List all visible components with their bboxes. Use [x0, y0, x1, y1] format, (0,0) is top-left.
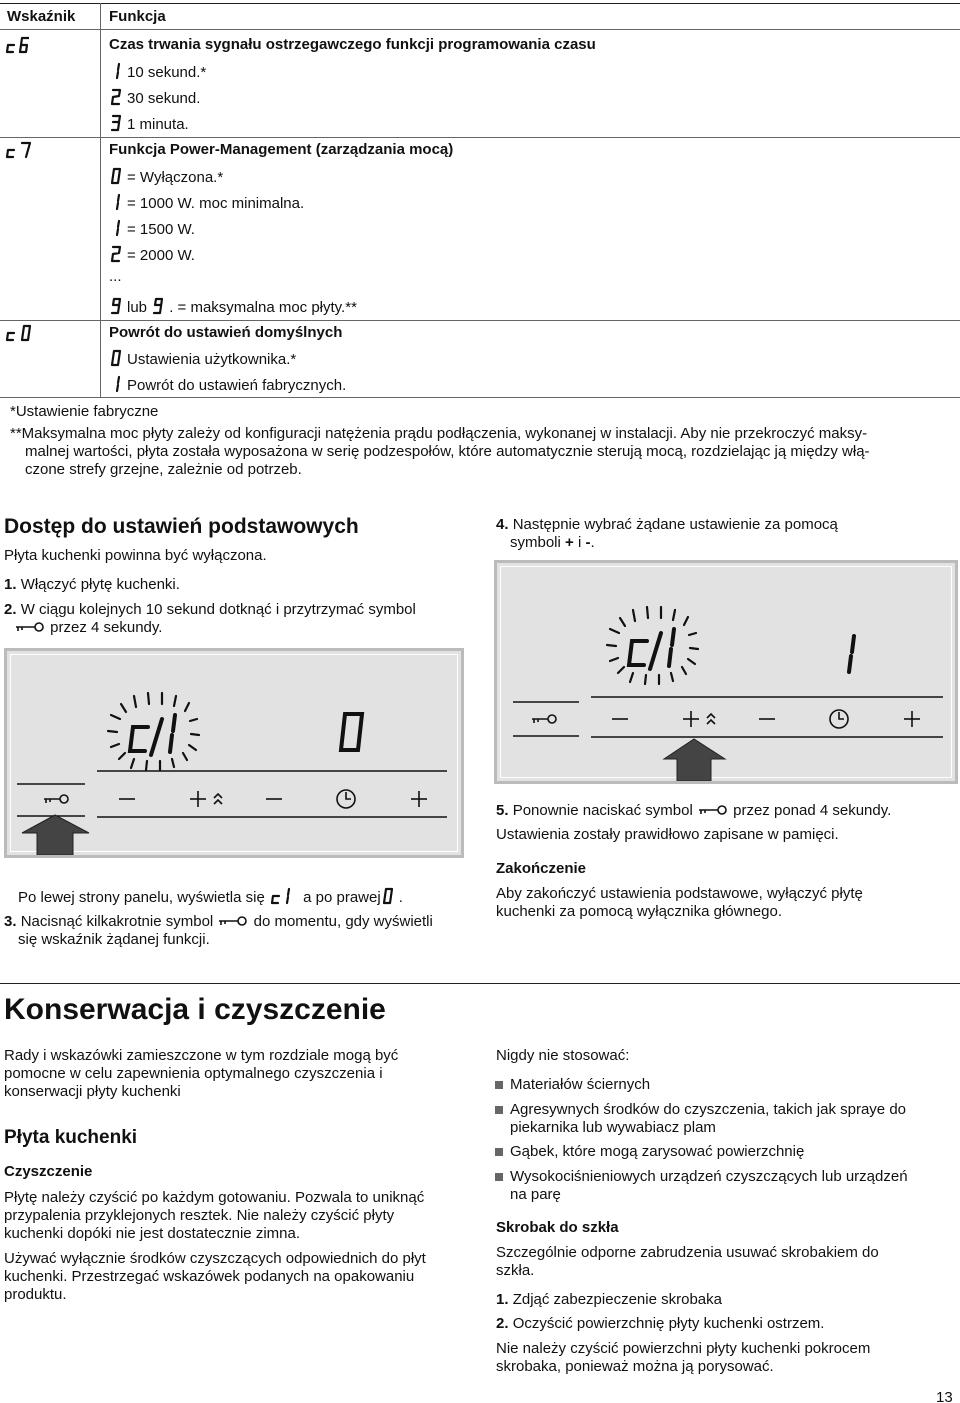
footnote-factory: *Ustawienie fabryczne [10, 403, 159, 420]
key-icon [697, 803, 729, 815]
option-row [109, 219, 195, 239]
step-1 [4, 576, 180, 594]
step-number: 2. [496, 1315, 509, 1332]
step-number: 5. [496, 802, 509, 819]
arrow-up-icon [664, 739, 725, 781]
step-text: do momentu, gdy wyświetli [253, 913, 433, 930]
col-header-function: Funkcja [109, 8, 166, 25]
key-icon [217, 914, 249, 926]
list-item: Agresywnych środków do czyszczenia, takich jak spraye do [510, 1101, 907, 1118]
step-number: 3. [4, 913, 17, 930]
digit-glyph [109, 62, 125, 80]
digit-glyph [109, 349, 125, 367]
option-row [109, 114, 189, 134]
option-row [109, 245, 195, 265]
step-text: . [590, 534, 595, 551]
digit-glyph [109, 245, 125, 263]
blink-rays [607, 607, 698, 684]
digit-glyph [151, 297, 167, 315]
footnote-max-l3: czone strefy grzejne, zależnie od potrzeb. [25, 461, 302, 478]
step-3-cont: się wskaźnik żądanej funkcji. [18, 931, 210, 948]
scraper-warning-l1: Nie należy czyścić powierzchni płyty kuchenki pokrocem [496, 1340, 871, 1357]
function-title: Powrót do ustawień domyślnych [109, 324, 343, 341]
option-row [109, 349, 296, 369]
display-description: Po lewej strony panelu, wyświetla się a po prawej . [18, 889, 403, 906]
key-icon [44, 795, 68, 803]
step-text: Ponownie naciskać symbol [512, 802, 693, 819]
section-heading-access: Dostęp do ustawień podstawowych [4, 515, 359, 538]
step-4 [496, 516, 838, 534]
arrow-up-icon [22, 815, 89, 855]
indicator-c6 [4, 36, 38, 59]
digit-glyph [109, 114, 125, 132]
digit-glyph [109, 375, 125, 393]
option-text: Powrót do ustawień fabrycznych. [127, 377, 347, 394]
row-rule [0, 137, 960, 138]
digit-glyph-c1 [269, 887, 297, 905]
step-number: 1. [496, 1291, 509, 1308]
end-text-l1: Aby zakończyć ustawienia podstawowe, wyłączyć płytę [496, 885, 863, 902]
step-3 [4, 913, 433, 931]
step-2-cont [14, 619, 162, 637]
scraper-warning-l2: skrobaka, ponieważ można ją porysować. [496, 1358, 774, 1375]
page-number: 13 [936, 1389, 953, 1403]
step-text: Zdjąć zabezpieczenie skrobaka [512, 1291, 722, 1308]
plus-icon [683, 711, 699, 727]
key-icon [14, 620, 46, 632]
clock-icon [830, 710, 848, 728]
saved-confirmation: Ustawienia zostały prawidłowo zapisane w pamięci. [496, 826, 839, 843]
maint-intro-l1: Rady i wskazówki zamieszczone w tym rozdziale mogą być [4, 1047, 399, 1064]
plus-icon [190, 791, 206, 807]
control-panel-illustration-left [4, 648, 464, 858]
panel-display-left [7, 651, 461, 855]
option-text: = 2000 W. [127, 247, 195, 264]
cleaning-p2-l2: kuchenki. Przestrzegać wskazówek podanych na opakowaniu [4, 1268, 415, 1285]
header-rule [0, 29, 960, 30]
end-text-l2: kuchenki za pomocą wyłącznika głównego. [496, 903, 782, 920]
access-intro: Płyta kuchenki powinna być wyłączona. [4, 547, 267, 564]
step-text: Nacisnąć kilkakrotnie symbol [20, 913, 214, 930]
step-2 [4, 601, 416, 619]
col-header-indicator: Wskaźnik [7, 8, 76, 25]
end-heading: Zakończenie [496, 860, 587, 877]
display-text: Po lewej strony panelu, wyświetla się [18, 889, 265, 906]
digit-glyph [109, 193, 125, 211]
option-row-max [109, 297, 357, 317]
option-row [109, 167, 223, 187]
cleaning-p2-l3: produktu. [4, 1286, 67, 1303]
scraper-step-2 [496, 1315, 824, 1333]
step-text: Włączyć płytę kuchenki. [20, 576, 180, 593]
option-text: 1 minuta. [127, 116, 189, 133]
scraper-step-1 [496, 1291, 722, 1309]
row-rule [0, 320, 960, 321]
step-text: przez 4 sekundy. [50, 619, 163, 636]
option-text: Ustawienia użytkownika.* [127, 351, 297, 368]
list-item: Wysokociśnieniowych urządzeń czyszczących lub urządzeń [510, 1168, 908, 1185]
row-rule [0, 397, 960, 398]
option-row [109, 375, 346, 395]
plus-symbol: + [565, 534, 574, 551]
hob-heading: Płyta kuchenki [4, 1127, 138, 1148]
option-row [109, 62, 206, 82]
cleaning-p1-l2: przypalenia przyklejonych resztek. Nie należy czyścić płyty [4, 1207, 395, 1224]
step-text: i [577, 534, 582, 551]
option-text: = Wyłączona.* [127, 169, 224, 186]
step-number: 2. [4, 601, 17, 618]
cleaning-p1-l1: Płytę należy czyścić po każdym gotowaniu. Pozwala to uniknąć [4, 1189, 425, 1206]
panel-display-right [497, 563, 955, 781]
maint-intro-l3: konserwacji płyty kuchenki [4, 1083, 181, 1100]
list-item-cont: na parę [510, 1186, 561, 1203]
option-text-lub: lub [127, 299, 148, 316]
footnote-max-l2: malnej wartości, płyta została wyposażona w serię podzespołów, które automatycznie sterują mocą, rozdzielając ją między włą- [25, 443, 870, 460]
step-text: przez ponad 4 sekundy. [733, 802, 892, 819]
table-top-rule [0, 3, 960, 4]
scraper-heading: Skrobak do szkła [496, 1219, 619, 1236]
double-chevron-up-icon [707, 714, 715, 724]
option-text: 30 sekund. [127, 90, 201, 107]
footnote-max-l1: **Maksymalna moc płyty zależy od konfiguracji natężenia prądu podłączenia, wykonanej w instalacji. Aby nie przekroczyć maksy- [10, 425, 868, 442]
indicator-c0 [4, 324, 38, 347]
blink-rays [108, 693, 199, 770]
step-5 [496, 802, 891, 820]
section-heading-maintenance: Konserwacja i czyszczenie [4, 993, 386, 1026]
digit-glyph-0 [381, 887, 397, 905]
double-chevron-up-icon [214, 794, 222, 804]
digit-glyph [109, 219, 125, 237]
step-text: W ciągu kolejnych 10 sekund dotknąć i przytrzymać symbol [20, 601, 416, 618]
maint-intro-l2: pomocne w celu zapewnienia optymalnego czyszczenia i [4, 1065, 383, 1082]
option-text: 10 sekund.* [127, 64, 207, 81]
list-item: Materiałów ściernych [510, 1076, 651, 1093]
cleaning-p2-l1: Używać wyłącznie środków czyszczących odpowiednich do płyt [4, 1250, 426, 1267]
indicator-c7 [4, 141, 38, 164]
step-4-cont [510, 534, 595, 552]
digit-glyph [109, 167, 125, 185]
digit-glyph [109, 297, 125, 315]
display-1 [849, 636, 854, 672]
never-use-heading: Nigdy nie stosować: [496, 1047, 630, 1064]
option-row [109, 88, 200, 108]
control-panel-illustration-right [494, 560, 958, 784]
function-title: Czas trwania sygnału ostrzegawczego funkcji programowania czasu [109, 36, 596, 53]
minus-symbol: - [585, 534, 591, 551]
digit-glyph [109, 88, 125, 106]
ellipsis: ... [109, 268, 122, 285]
function-title: Funkcja Power-Management (zarządzania mocą) [109, 141, 454, 158]
list-item: Gąbek, które mogą zarysować powierzchnię [510, 1143, 805, 1160]
step-number: 1. [4, 576, 17, 593]
cleaning-p1-l3: kuchenki dopóki nie jest dostatecznie zimna. [4, 1225, 301, 1242]
scraper-text-l2: szkła. [496, 1262, 535, 1279]
clock-icon [337, 790, 355, 808]
option-text: . = maksymalna moc płyty.** [169, 299, 357, 316]
plus-icon [904, 711, 920, 727]
list-item-cont: piekarnika lub wywabiacz plam [510, 1119, 716, 1136]
step-number: 4. [496, 516, 509, 533]
plus-icon [411, 791, 427, 807]
option-row [109, 193, 304, 213]
section-rule [0, 983, 960, 984]
scraper-text-l1: Szczególnie odporne zabrudzenia usuwać skrobakiem do [496, 1244, 879, 1261]
option-text: = 1500 W. [127, 221, 195, 238]
key-icon [532, 715, 556, 723]
display-0 [341, 714, 362, 750]
display-text: a po prawej [303, 889, 381, 906]
column-divider [100, 3, 101, 397]
cleaning-heading: Czyszczenie [4, 1163, 93, 1180]
step-text: Oczyścić powierzchnię płyty kuchenki ostrzem. [512, 1315, 825, 1332]
display-c-1 [130, 715, 175, 755]
step-text: symboli [510, 534, 561, 551]
step-text: Następnie wybrać żądane ustawienie za pomocą [512, 516, 838, 533]
display-c-1 [629, 629, 674, 669]
option-text: = 1000 W. moc minimalna. [127, 195, 305, 212]
